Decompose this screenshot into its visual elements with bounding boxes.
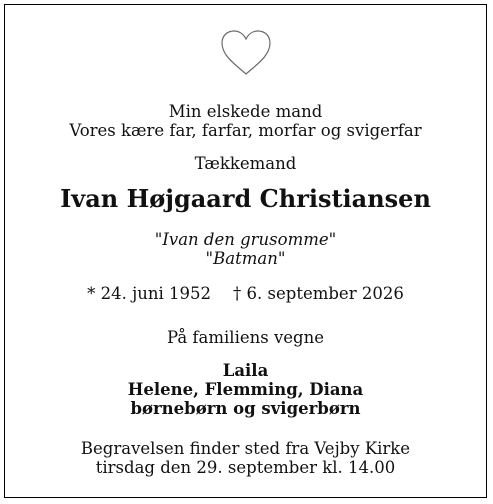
life-dates xyxy=(5,284,486,303)
obituary-notice xyxy=(4,4,487,498)
nickname-2: "Batman" xyxy=(205,249,286,268)
intro-line-1: Min elskede mand xyxy=(168,102,323,121)
death-date: † 6. september 2026 xyxy=(233,284,404,303)
birth-date: * 24. juni 1952 xyxy=(87,284,212,303)
nickname-1: "Ivan den grusomme" xyxy=(154,230,337,249)
heart-icon xyxy=(5,28,486,78)
occupation: Tækkemand xyxy=(194,154,297,173)
family-line-2: Helene, Flemming, Diana xyxy=(127,380,364,399)
funeral-line-1: Begravelsen finder sted fra Vejby Kirke xyxy=(80,439,411,458)
intro-line-2: Vores kære far, farfar, morfar og svigerfar xyxy=(69,121,422,140)
family-line-1: Laila xyxy=(222,361,269,380)
family-intro: På familiens vegne xyxy=(166,328,324,347)
funeral-line-2: tirsdag den 29. september kl. 14.00 xyxy=(95,458,396,477)
deceased-name: Ivan Højgaard Christiansen xyxy=(60,184,431,213)
family-line-3: børnebørn og svigerbørn xyxy=(130,399,361,418)
